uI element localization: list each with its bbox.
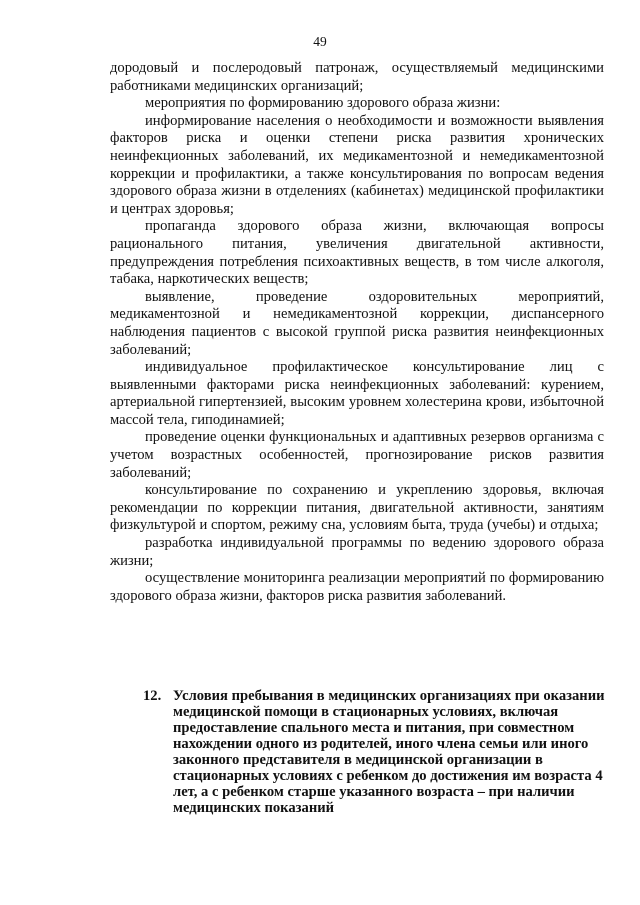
- body-text: [110, 60, 604, 605]
- paragraph-functional-assessment: проведение оценки функциональных и адаптивных резервов организма с учетом возрастных особенностей, прогнозирование рисков развития заболеваний;: [110, 429, 604, 481]
- paragraph-individual-program: разработка индивидуальной программы по ведению здорового образа жизни;: [110, 535, 604, 569]
- paragraph-monitoring: осуществление мониторинга реализации мероприятий по формированию здорового образа жизни, факторов риска развития заболеваний.: [110, 570, 604, 604]
- section-title: Условия пребывания в медицинских организациях при оказании медицинской помощи в стационарных условиях, включая предоставление спального места и питания, при совместном нахождении одного из родителей, иного члена семьи или иного законного представителя в медицинской организации в стационарных условиях с ребенком до достижения им возраста 4 лет, а с ребенком старше указанного возраста – при наличии медицинских показаний: [173, 688, 605, 816]
- paragraph-propaganda: пропаганда здорового образа жизни, включающая вопросы рационального питания, увеличения двигательной активности, предупреждения потребления психоактивных веществ, в том числе алкоголя, табака, наркотических веществ;: [110, 218, 604, 288]
- paragraph-health-counseling: консультирование по сохранению и укреплению здоровья, включая рекомендации по коррекции питания, двигательной активности, занятиям физкультурой и спортом, режиму сна, условиям быта, труда (учебы) и отдыха;: [110, 482, 604, 534]
- paragraph-informing-population: информирование населения о необходимости и возможности выявления факторов риска и оценки степени риска развития хронических неинфекционных заболеваний, их медикаментозной и немедикаментозной коррекции и профилактики, а также консультирования по вопросам ведения здорового образа жизни в отделениях (кабинетах) медицинской профилактики и центрах здоровья;: [110, 112, 604, 217]
- paragraph-healthy-lifestyle-measures: мероприятия по формированию здорового образа жизни:: [145, 95, 501, 112]
- section-heading: [143, 688, 605, 816]
- page-number: 49: [313, 34, 327, 49]
- paragraph-individual-counseling: индивидуальное профилактическое консультирование лиц с выявленными факторами риска неинфекционных заболеваний: курением, артериальной гипертензией, высоким уровнем холестерина крови, избыточной массой тела, гиподинамией;: [110, 359, 604, 428]
- paragraph-detection: выявление, проведение оздоровительных мероприятий, медикаментозной и немедикаментозной коррекции, диспансерного наблюдения пациентов с высокой группой риска развития неинфекционных заболеваний;: [110, 288, 604, 358]
- section-number: 12.: [143, 688, 162, 704]
- paragraph-prenatal-patronage: дородовый и послеродовый патронаж, осуществляемый медицинскими работниками медицинских организаций;: [110, 60, 604, 94]
